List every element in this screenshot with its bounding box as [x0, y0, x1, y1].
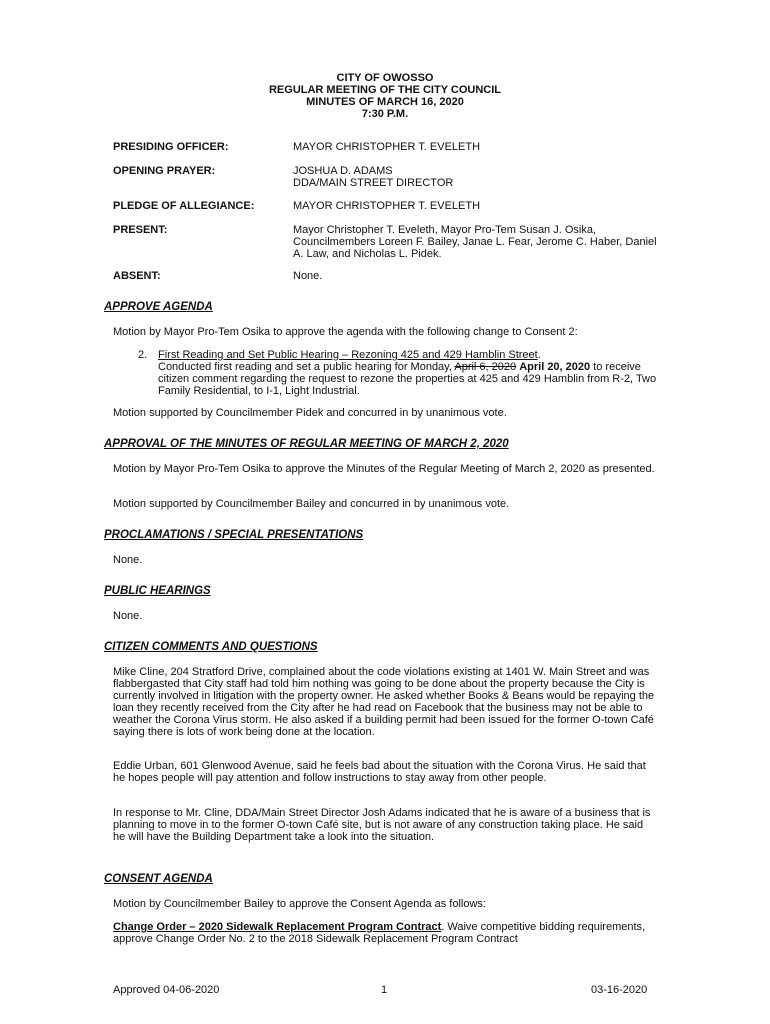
- consent-agenda-motion: Motion by Councilmember Bailey to approve the Consent Agenda as follows:: [113, 898, 486, 910]
- public-hearings-text: None.: [113, 610, 143, 622]
- city-title: CITY OF OWOSSO: [336, 72, 434, 84]
- pledge-value: MAYOR CHRISTOPHER T. EVELETH: [293, 200, 481, 212]
- citizen-comment-urban: Eddie Urban, 601 Glenwood Avenue, said he feels bad about the situation with the Corona Virus. He said that he hopes people will pay attention and follow instructions to stay away from other people.: [113, 760, 646, 784]
- approval-minutes-support: Motion supported by Councilmember Bailey and concurred in by unanimous vote.: [113, 498, 510, 510]
- agenda-item-title: First Reading and Set Public Hearing – Rezoning 425 and 429 Hamblin Street: [158, 349, 538, 361]
- consent-item-text: . Waive competitive bidding requirements, approve Change Order No. 2 to the 2018 Sidewalk Replacement Program Contract: [113, 921, 646, 945]
- presiding-officer-value: MAYOR CHRISTOPHER T. EVELETH: [293, 141, 481, 153]
- section-heading-proclamations: PROCLAMATIONS / SPECIAL PRESENTATIONS: [104, 529, 364, 541]
- presiding-officer-label: PRESIDING OFFICER:: [113, 141, 229, 153]
- section-heading-consent-agenda: CONSENT AGENDA: [104, 873, 213, 885]
- agenda-item-new-date: April 20, 2020: [519, 361, 591, 373]
- meeting-time: 7:30 P.M.: [361, 108, 409, 120]
- absent-label: ABSENT:: [113, 270, 161, 282]
- citizen-comment-cline: Mike Cline, 204 Stratford Drive, complained about the code violations existing at 1401 W. Main Street and was flabbergasted that City staff had told him nothing was going to be done about the property because the City is currently involved in litigation with the property owner. He asked whether Books & Beans would be repaying the loan they recently received from the City after he had read on Facebook that the business may not be able to weather the Corona Virus storm. He also asked if a building permit had been issued for the former O-town Café saying there is lots of work being done at the location.: [113, 666, 655, 738]
- section-heading-citizen-comments: CITIZEN COMMENTS AND QUESTIONS: [104, 641, 318, 653]
- footer-meeting-date: 03-16-2020: [591, 984, 648, 996]
- present-label: PRESENT:: [113, 224, 168, 236]
- agenda-item-struck-date: April 6, 2020: [454, 361, 517, 373]
- approval-minutes-motion: Motion by Mayor Pro-Tem Osika to approve the Minutes of the Regular Meeting of March 2, 2020 as presented.: [113, 463, 655, 475]
- section-heading-approval-minutes: APPROVAL OF THE MINUTES OF REGULAR MEETING OF MARCH 2, 2020: [104, 438, 509, 450]
- consent-item: [113, 921, 658, 945]
- absent-value: None.: [293, 270, 323, 282]
- minutes-title: MINUTES OF MARCH 16, 2020: [306, 96, 464, 108]
- present-value: Mayor Christopher T. Eveleth, Mayor Pro-Tem Susan J. Osika, Councilmembers Loreen F. Bailey, Janae L. Fear, Jerome C. Haber, Daniel A. Law, and Nicholas L. Pidek.: [293, 224, 657, 260]
- pledge-label: PLEDGE OF ALLEGIANCE:: [113, 200, 255, 212]
- meeting-title: REGULAR MEETING OF THE CITY COUNCIL: [268, 84, 502, 96]
- agenda-item-title-end: .: [537, 349, 541, 361]
- footer-page-number: 1: [381, 984, 388, 996]
- footer-approved-date: Approved 04-06-2020: [113, 984, 220, 996]
- section-heading-approve-agenda: APPROVE AGENDA: [104, 301, 213, 313]
- opening-prayer-name: JOSHUA D. ADAMS: [293, 165, 393, 177]
- approve-agenda-support: Motion supported by Councilmember Pidek and concurred in by unanimous vote.: [113, 407, 507, 419]
- agenda-item-text-2: to receive citizen comment regarding the request to rezone the properties at 425 and 429 Hamblin from R-2, Two Family Residential, to I-1, Light Industrial.: [158, 361, 657, 397]
- opening-prayer-label: OPENING PRAYER:: [113, 165, 216, 177]
- agenda-item: [158, 349, 658, 397]
- agenda-item-text-1: Conducted first reading and set a public hearing for Monday,: [158, 361, 455, 373]
- approve-agenda-motion: Motion by Mayor Pro-Tem Osika to approve the agenda with the following change to Consent 2:: [113, 326, 578, 338]
- opening-prayer-title: DDA/MAIN STREET DIRECTOR: [293, 177, 454, 189]
- consent-item-title: Change Order – 2020 Sidewalk Replacement Program Contract: [113, 921, 442, 933]
- citizen-comment-response: In response to Mr. Cline, DDA/Main Street Director Josh Adams indicated that he is aware of a business that is planning to move in to the former O-town Café site, but is not aware of any construction taking place. He said he will have the Building Department take a look into the situation.: [113, 807, 651, 843]
- agenda-item-number: 2.: [138, 349, 148, 361]
- section-heading-public-hearings: PUBLIC HEARINGS: [104, 585, 211, 597]
- proclamations-text: None.: [113, 554, 143, 566]
